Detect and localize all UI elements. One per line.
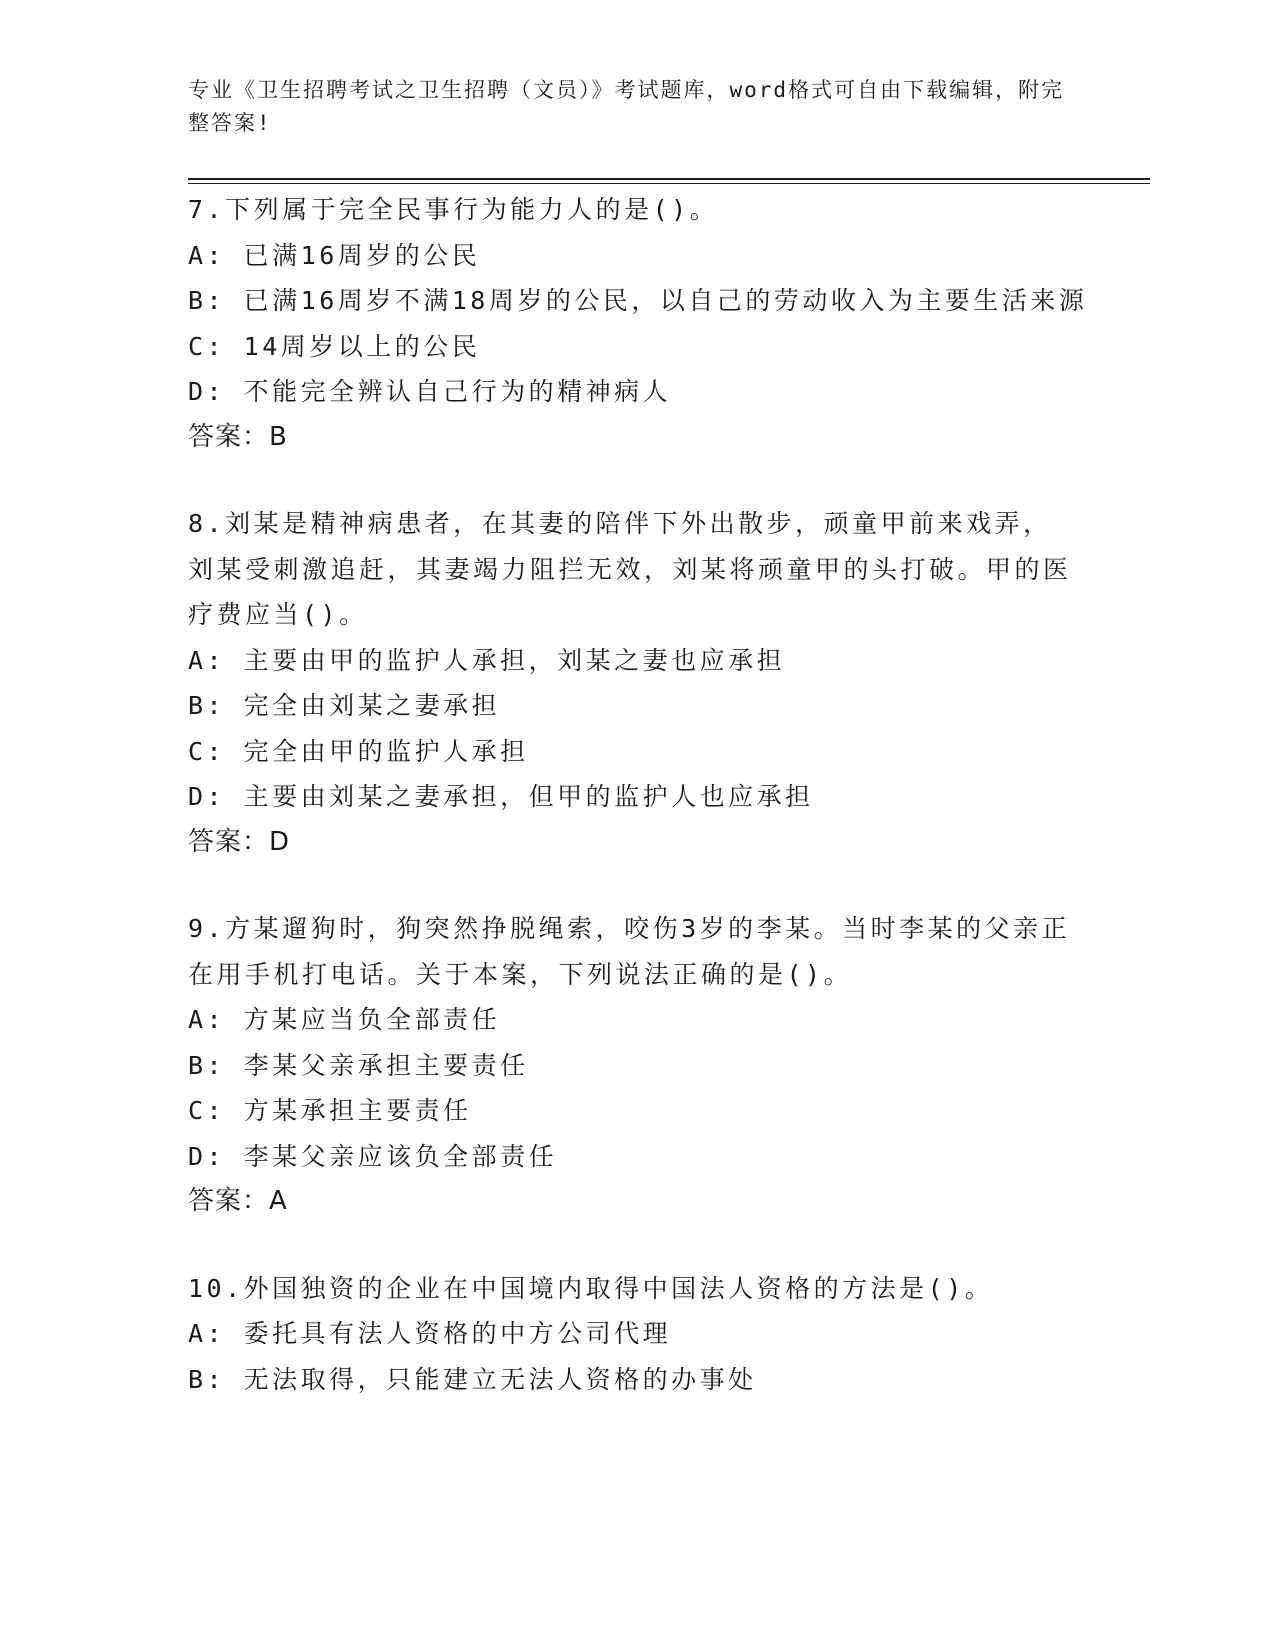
- option-b: B: 李某父亲承担主要责任: [188, 1050, 529, 1080]
- option-c: C: 方某承担主要责任: [188, 1096, 472, 1125]
- question-8: [188, 501, 1088, 865]
- option-a: A: 主要由甲的监护人承担，刘某之妻也应承担: [188, 645, 786, 675]
- option-c: C: 完全由甲的监护人承担: [188, 736, 529, 766]
- question-stem: 10.外国独资的企业在中国境内取得中国法人资格的方法是()。: [188, 1273, 994, 1303]
- option-b: B: 已满16周岁不满18周岁的公民，以自己的劳动收入为主要生活来源: [188, 286, 1088, 315]
- answer-line: 答案：B: [188, 421, 288, 452]
- question-stem: 9.方某遛狗时，狗突然挣脱绳索，咬伤3岁的李某。当时李某的父亲正在用手机打电话。关于本案，下列说法正确的是()。: [188, 914, 1071, 989]
- option-a: A: 已满16周岁的公民: [188, 240, 481, 270]
- option-d: D: 李某父亲应该负全部责任: [188, 1141, 558, 1171]
- option-a: A: 委托具有法人资格的中方公司代理: [188, 1319, 672, 1348]
- option-b: B: 无法取得，只能建立无法人资格的办事处: [188, 1364, 757, 1394]
- question-stem: 8.刘某是精神病患者，在其妻的陪伴下外出散步，顽童甲前来戏弄，刘某受刺激追赶，其妻竭力阻拦无效，刘某将顽童甲的头打破。甲的医疗费应当()。: [188, 509, 1072, 629]
- question-10: [188, 1266, 1088, 1403]
- header-divider-thick: [188, 178, 1150, 180]
- header-divider-thin: [188, 183, 1150, 184]
- option-b: B: 完全由刘某之妻承担: [188, 691, 501, 720]
- document-header: 专业《卫生招聘考试之卫生招聘（文员）》考试题库，word格式可自由下载编辑，附完整答案!: [188, 78, 1065, 135]
- answer-line: 答案：D: [188, 826, 291, 857]
- answer-line: 答案：A: [188, 1186, 288, 1216]
- option-d: D: 不能完全辨认自己行为的精神病人: [188, 377, 672, 406]
- option-a: A: 方某应当负全部责任: [188, 1005, 501, 1034]
- question-7: [188, 187, 1088, 460]
- option-d: D: 主要由刘某之妻承担，但甲的监护人也应承担: [188, 782, 814, 811]
- question-9: [188, 906, 1088, 1225]
- question-list: [188, 187, 1088, 1443]
- question-stem: 7.下列属于完全民事行为能力人的是()。: [188, 195, 719, 224]
- option-c: C: 14周岁以上的公民: [188, 331, 481, 361]
